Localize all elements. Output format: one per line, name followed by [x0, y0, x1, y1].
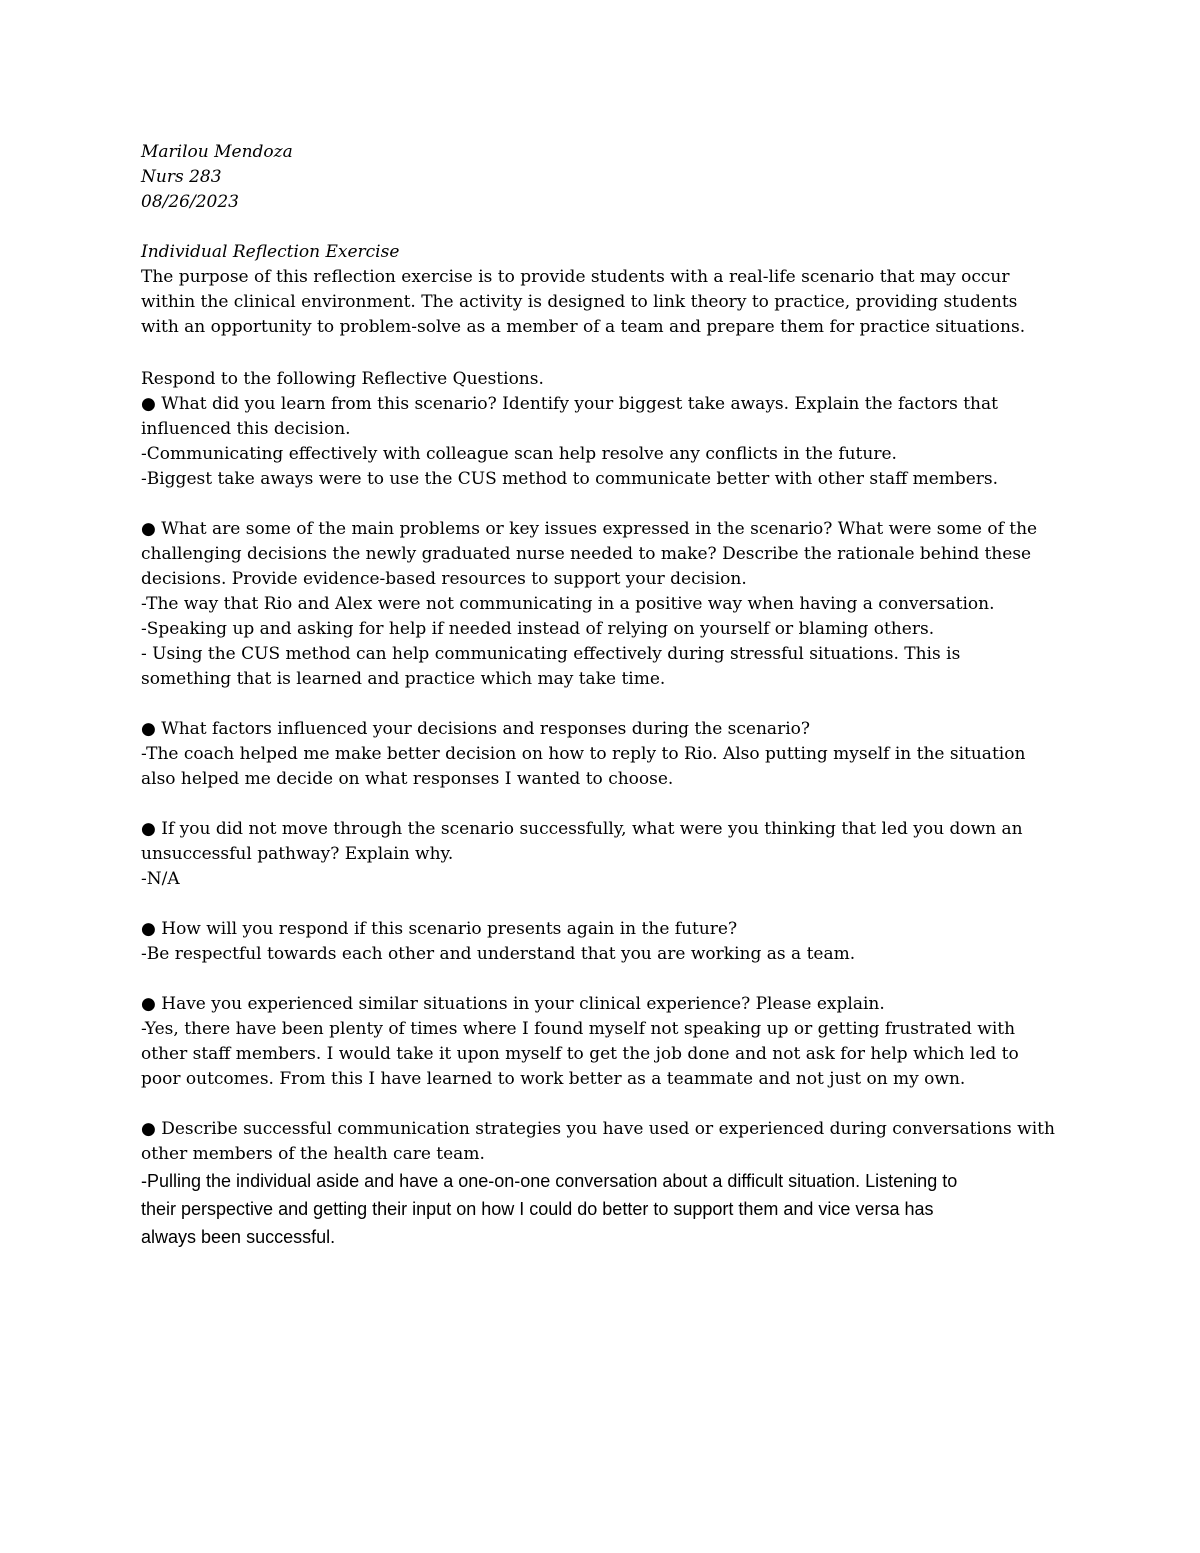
answer-line: -Be respectful towards each other and understand that you are working as a team. [141, 944, 856, 964]
answer-line: -N/A [141, 869, 180, 889]
intro-line: with an opportunity to problem-solve as a member of a team and prepare them for practice situations. [141, 317, 1026, 337]
answer-line: -Pulling the individual aside and have a one-on-one conversation about a difficult situation. Listening to [141, 1171, 958, 1191]
respond-heading: Respond to the following Reflective Questions. [141, 369, 544, 389]
answer-line: something that is learned and practice which may take time. [141, 669, 666, 689]
answer-line: - Using the CUS method can help communicating effectively during stressful situations. This is [141, 644, 961, 664]
answer-line: -Yes, there have been plenty of times where I found myself not speaking up or getting frustrated with [141, 1019, 1016, 1039]
question-line: ● If you did not move through the scenario successfully, what were you thinking that led you down an [141, 819, 1023, 839]
answer-line: -The coach helped me make better decision on how to reply to Rio. Also putting myself in the situation [141, 744, 1026, 764]
document-title: Individual Reflection Exercise [141, 242, 400, 262]
answer-line: always been successful. [141, 1227, 336, 1247]
intro-line: within the clinical environment. The activity is designed to link theory to practice, providing students [141, 292, 1018, 312]
question-line: ● What did you learn from this scenario? Identify your biggest take aways. Explain the factors that [141, 394, 998, 414]
question-line: unsuccessful pathway? Explain why. [141, 844, 454, 864]
answer-line: -The way that Rio and Alex were not communicating in a positive way when having a conversation. [141, 594, 995, 614]
question-line: ● Describe successful communication strategies you have used or experienced during conversations with [141, 1119, 1055, 1139]
question-line: ● What are some of the main problems or key issues expressed in the scenario? What were some of the [141, 519, 1038, 539]
answer-line: their perspective and getting their input on how I could do better to support them and vice versa has [141, 1199, 934, 1219]
question-line: other members of the health care team. [141, 1144, 485, 1164]
question-line: ● Have you experienced similar situations in your clinical experience? Please explain. [141, 994, 885, 1014]
question-line: ● What factors influenced your decisions and responses during the scenario? [141, 719, 810, 739]
document-page [141, 140, 1061, 1251]
answer-line: poor outcomes. From this I have learned to work better as a teammate and not just on my own. [141, 1069, 966, 1089]
intro-line: The purpose of this reflection exercise is to provide students with a real-life scenario that may occur [141, 267, 1010, 287]
answer-line: also helped me decide on what responses I wanted to choose. [141, 769, 674, 789]
question-line: challenging decisions the newly graduated nurse needed to make? Describe the rationale behind these [141, 544, 1032, 564]
answer-line: -Speaking up and asking for help if needed instead of relying on yourself or blaming others. [141, 619, 935, 639]
document-date: 08/26/2023 [141, 192, 239, 212]
course-code: Nurs 283 [141, 167, 222, 187]
question-line: decisions. Provide evidence-based resources to support your decision. [141, 569, 747, 589]
answer-line: -Biggest take aways were to use the CUS method to communicate better with other staff members. [141, 469, 999, 489]
question-line: influenced this decision. [141, 419, 351, 439]
question-line: ● How will you respond if this scenario presents again in the future? [141, 919, 738, 939]
answer-line: -Communicating effectively with colleague scan help resolve any conflicts in the future. [141, 444, 897, 464]
author-name: Marilou Mendoza [141, 142, 293, 162]
answer-line: other staff members. I would take it upon myself to get the job done and not ask for help which led to [141, 1044, 1019, 1064]
